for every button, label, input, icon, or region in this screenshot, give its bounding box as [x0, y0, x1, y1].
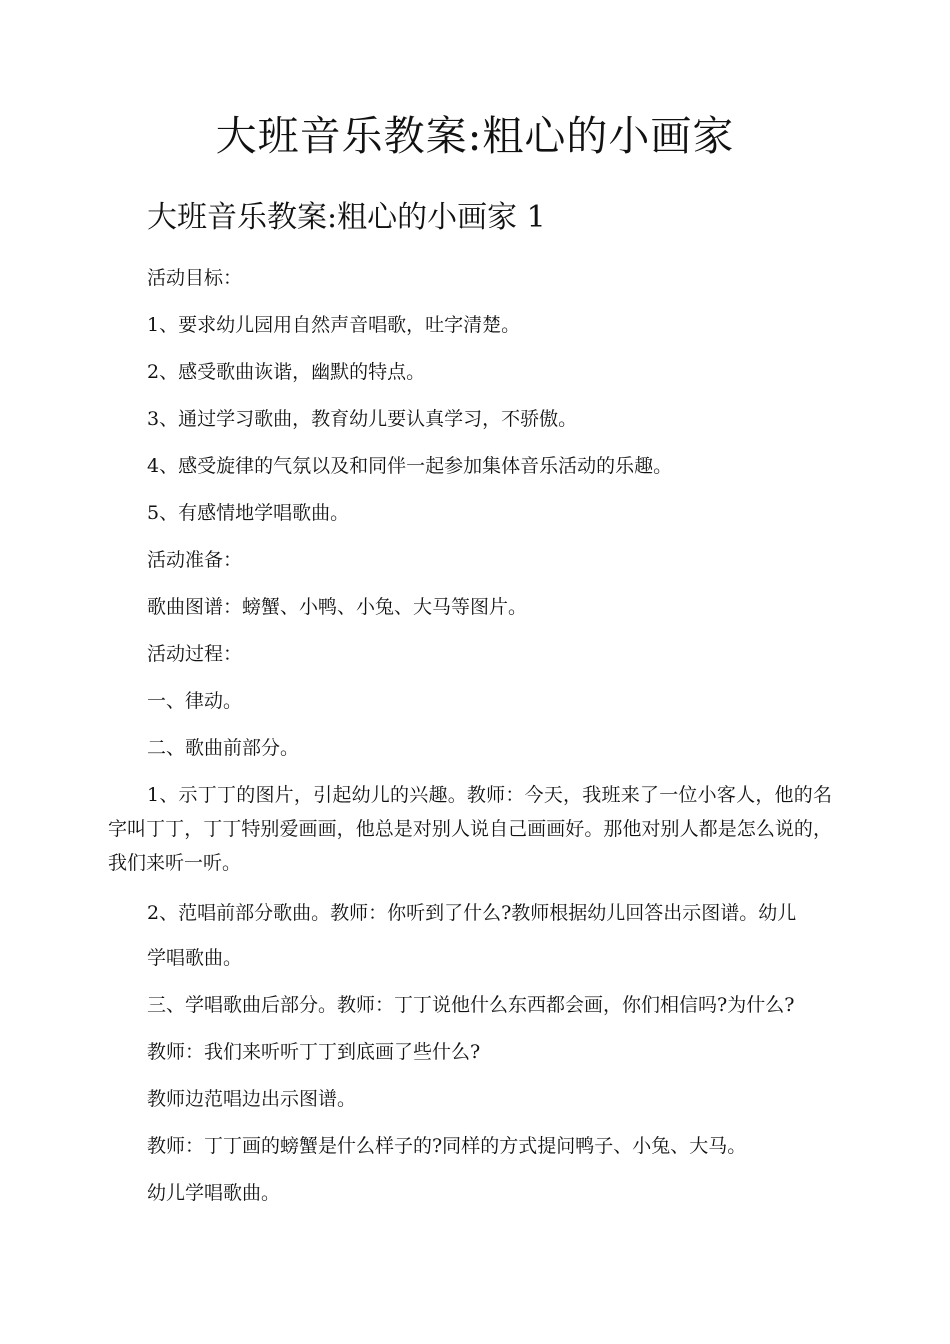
text-line: 幼儿学唱歌曲。 — [147, 1182, 281, 1204]
text-line: 活动目标： — [147, 267, 243, 289]
text-line: 2、感受歌曲诙谐，幽默的特点。 — [147, 361, 426, 383]
text-line: 教师边范唱边出示图谱。 — [147, 1088, 357, 1110]
text-line: 三、学唱歌曲后部分。教师：丁丁说他什么东西都会画，你们相信吗?为什么? — [147, 994, 795, 1016]
text-line: 2、范唱前部分歌曲。教师：你听到了什么?教师根据幼儿回答出示图谱。幼儿 — [147, 902, 797, 924]
text-line: 4、感受旋律的气氛以及和同伴一起参加集体音乐活动的乐趣。 — [147, 455, 673, 477]
text-line: 5、有感情地学唱歌曲。 — [147, 502, 350, 524]
document-title: 大班音乐教案:粗心的小画家 — [215, 112, 735, 160]
body-paragraph: 1、示丁丁的图片，引起幼儿的兴趣。教师：今天，我班来了一位小客人，他的名字叫丁丁，丁丁特别爱画画，他总是对别人说自己画画好。那他对别人都是怎么说的，我们来听一听。 — [108, 784, 832, 874]
text-line: 学唱歌曲。 — [147, 947, 243, 969]
text-line: 二、歌曲前部分。 — [147, 737, 300, 759]
text-line: 歌曲图谱：螃蟹、小鸭、小兔、大马等图片。 — [147, 596, 528, 618]
section-title: 大班音乐教案:粗心的小画家 1 — [147, 200, 546, 235]
text-line: 1、要求幼儿园用自然声音唱歌，吐字清楚。 — [147, 314, 521, 336]
text-line: 教师：我们来听听丁丁到底画了些什么? — [147, 1041, 481, 1063]
text-line: 一、律动。 — [147, 690, 243, 712]
text-line: 3、通过学习歌曲，教育幼儿要认真学习，不骄傲。 — [147, 408, 578, 430]
text-line: 教师：丁丁画的螃蟹是什么样子的?同样的方式提问鸭子、小兔、大马。 — [147, 1135, 747, 1157]
text-line: 活动过程： — [147, 643, 243, 665]
text-line: 活动准备： — [147, 549, 243, 571]
